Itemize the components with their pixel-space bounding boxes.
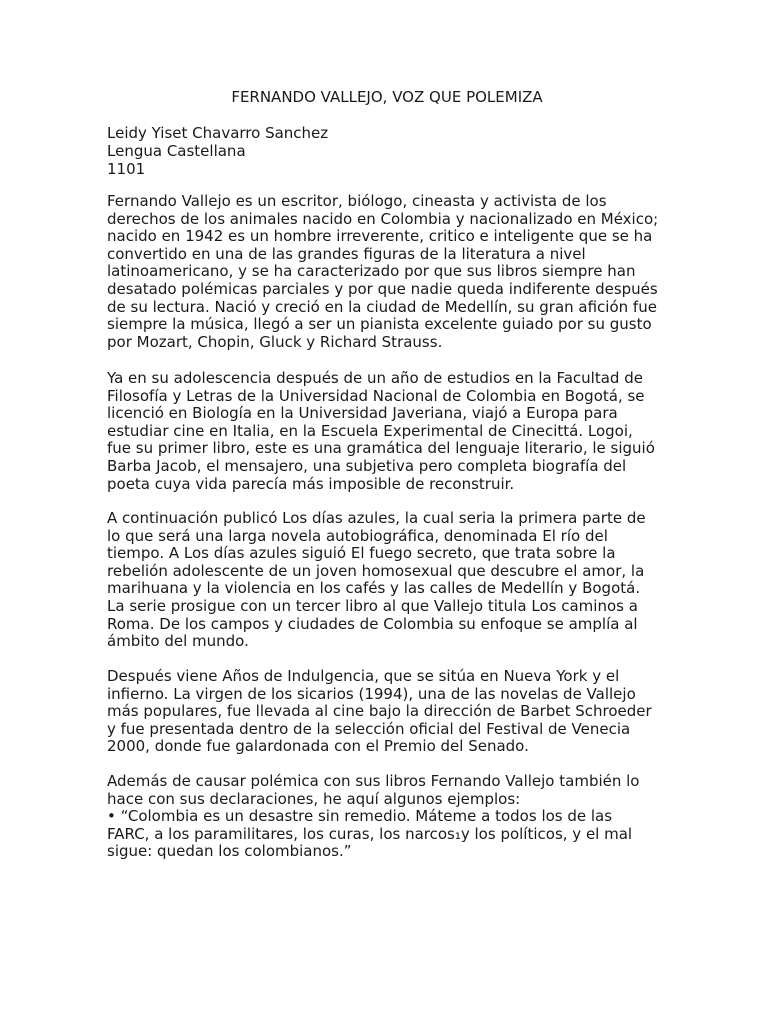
paragraph-line: Ya en su adolescencia después de un año de estudios en la Facultad de [107, 369, 643, 387]
paragraph-4 [107, 668, 667, 756]
paragraph-line: licenció en Biología en la Universidad Javeriana, viajó a Europa para [107, 404, 618, 423]
paragraph-line: poeta cuya vida parecía más imposible de reconstruir. [107, 474, 515, 493]
paragraph-line: Fernando Vallejo es un escritor, biólogo, cineasta y activista de los [107, 192, 607, 210]
paragraph-line: Además de causar polémica con sus libros Fernando Vallejo también lo [107, 772, 640, 790]
paragraph-line: Después viene Años de Indulgencia, que se sitúa en Nueva York y el [107, 667, 620, 685]
paragraph-line: siempre la música, llegó a ser un pianista excelente guiado por su gusto [107, 315, 652, 334]
paragraph-line: desatado polémicas parciales y por que nadie queda indiferente después [107, 279, 658, 298]
paragraph-line: Roma. De los campos y ciudades de Colombia su enfoque se amplía al [107, 614, 638, 633]
paragraph-3 [107, 510, 667, 651]
course-code: 1101 [107, 160, 146, 178]
paragraph-line: ámbito del mundo. [107, 632, 249, 651]
paragraph-line: derechos de los animales nacido en Colombia y nacionalizado en México; [107, 209, 659, 228]
paragraph-line: Barba Jacob, el mensajero, una subjetiva pero completa biografía del [107, 456, 627, 475]
paragraph-2 [107, 370, 667, 493]
author-name: Leidy Yiset Chavarro Sanchez [107, 124, 329, 142]
paragraph-line: lo que será una larga novela autobiográfica, denominada El río del [107, 526, 608, 545]
paragraph-line: infierno. La virgen de los sicarios (1994), una de las novelas de Vallejo [107, 684, 636, 703]
paragraph-line: hace con sus declaraciones, he aquí algunos ejemplos: [107, 789, 521, 808]
paragraph-line: convertido en una de las grandes figuras de la literatura a nivel [107, 244, 586, 263]
quote-bullet-line: • “Colombia es un desastre sin remedio. Máteme a todos los de las [107, 807, 613, 826]
paragraph-line: 2000, donde fue galardonada con el Premio del Senado. [107, 737, 529, 756]
paragraph-line: La serie prosigue con un tercer libro al que Vallejo titula Los caminos a [107, 596, 638, 615]
paragraph-line: fue su primer libro, este es una gramática del lenguaje literario, le siguió [107, 439, 655, 458]
paragraph-line: por Mozart, Chopin, Gluck y Richard Strauss. [107, 332, 443, 351]
subject-name: Lengua Castellana [107, 142, 246, 160]
author-block [107, 124, 328, 178]
paragraph-line: y fue presentada dentro de la selección oficial del Festival de Venecia [107, 719, 631, 738]
document-title: FERNANDO VALLEJO, VOZ QUE POLEMIZA [231, 88, 543, 106]
paragraph-line: marihuana y la violencia en los cafés y las calles de Medellín y Bogotá. [107, 579, 641, 598]
paragraph-line: A continuación publicó Los días azules, la cual seria la primera parte de [107, 509, 646, 527]
paragraph-line: tiempo. A Los días azules siguió El fuego secreto, que trata sobre la [107, 544, 616, 563]
paragraph-line: Filosofía y Letras de la Universidad Nacional de Colombia en Bogotá, se [107, 386, 645, 405]
quote-line: FARC, a los paramilitares, los curas, los narcos₁y los políticos, y el mal [107, 824, 633, 843]
quote-line: sigue: quedan los colombianos.” [107, 842, 352, 861]
paragraph-line: latinoamericano, y se ha caracterizado por que sus libros siempre han [107, 262, 636, 281]
paragraph-line: de su lectura. Nació y creció en la ciudad de Medellín, su gran afición fue [107, 297, 657, 316]
paragraph-line: rebelión adolescente de un joven homosexual que descubre el amor, la [107, 561, 645, 580]
paragraph-line: nacido en 1942 es un hombre irreverente, critico e inteligente que se ha [107, 227, 653, 246]
paragraph-1 [107, 193, 667, 351]
paragraph-line: más populares, fue llevada al cine bajo la dirección de Barbet Schroeder [107, 702, 652, 721]
paragraph-5 [107, 773, 667, 861]
paragraph-line: estudiar cine en Italia, en la Escuela Experimental de Cinecittá. Logoi, [107, 421, 633, 440]
